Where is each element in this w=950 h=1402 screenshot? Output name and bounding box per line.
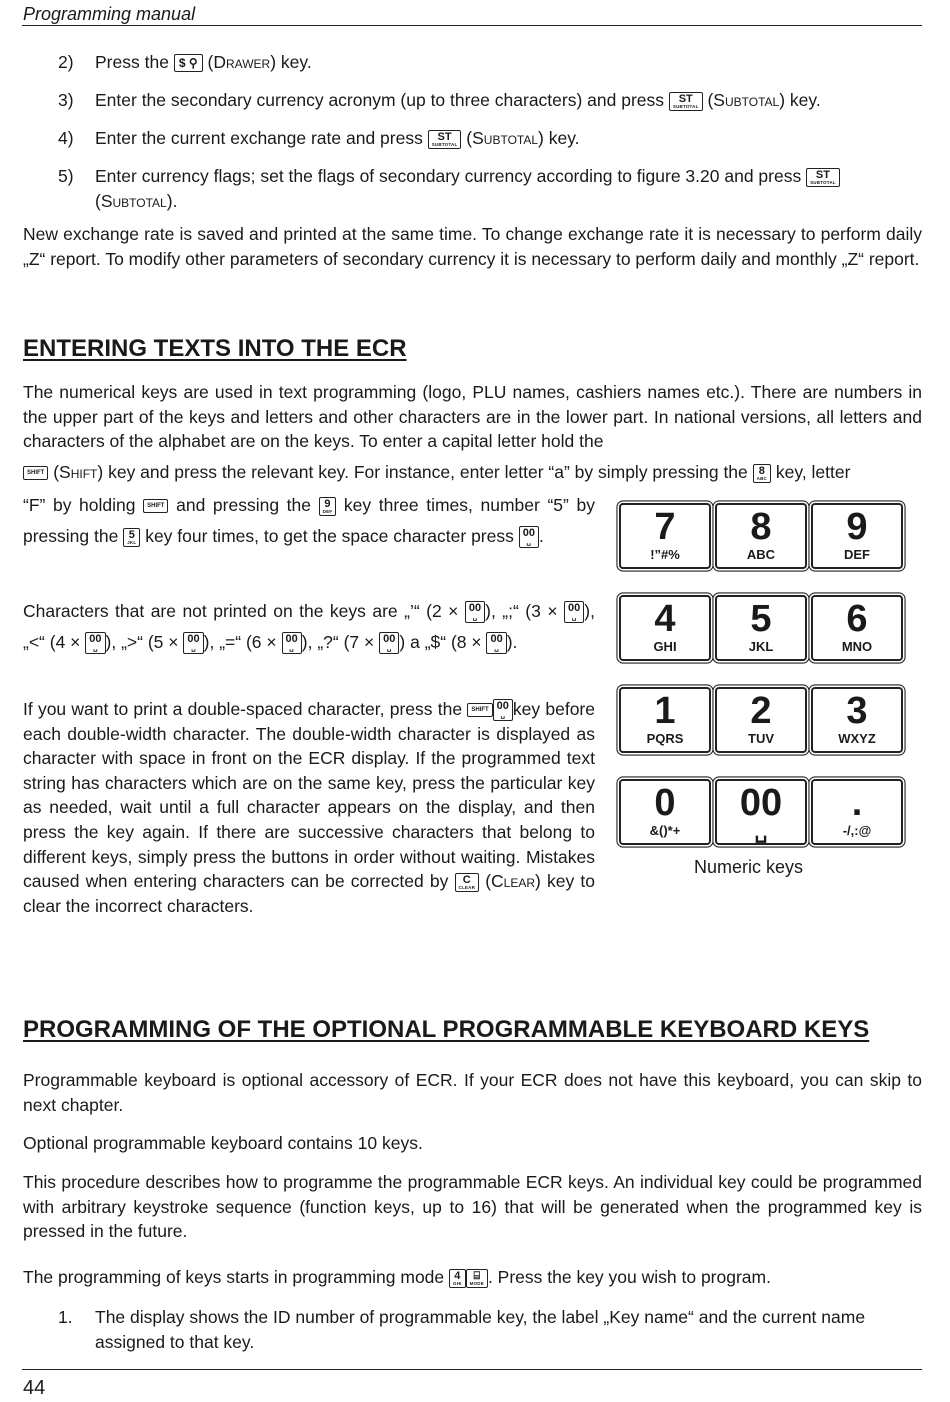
char-symbol: „>“	[121, 631, 143, 652]
key-digit: 9	[846, 506, 868, 548]
step-number: 5)	[58, 166, 74, 186]
letter-f-example: “F” by holding SHIFT and pressing the 9 DEF key three times, number “5” by pressing the 5 JKL key four times, to get the space character press 00 ␣ .	[23, 495, 595, 547]
key-bottom: ␣	[500, 712, 506, 720]
key-letters: !”#%	[650, 547, 680, 562]
char-symbol: „’“	[404, 601, 420, 621]
key-00	[183, 632, 203, 654]
key-digit: 7	[654, 506, 676, 548]
key-letters: TUV	[748, 731, 774, 746]
key-top: SHIFT	[27, 470, 45, 477]
programmable-keyboard-p2: Optional programmable keyboard contains 10 keys.	[23, 1133, 423, 1153]
key-name: Subtotal	[100, 191, 167, 211]
shift-key	[143, 499, 168, 513]
key-digit: 0	[654, 782, 676, 824]
step-4: 4) Enter the current exchange rate and press ST SUBTOTAL (Subtotal) key.	[58, 126, 922, 151]
header-rule	[22, 25, 922, 26]
key-digit: .	[851, 782, 863, 824]
key-bottom: MODE	[469, 1280, 484, 1286]
numeric-key-8	[715, 503, 807, 569]
key-00	[379, 632, 399, 654]
key-top: 9	[324, 497, 331, 510]
clear-key	[455, 873, 480, 893]
programmable-keyboard-p4	[23, 1265, 922, 1290]
shift-line: SHIFT (Shift) key and press the relevant key. For instance, enter letter “a” by simply pressing the 8 ABC key, letter	[23, 459, 922, 485]
key-digit: 4	[654, 598, 676, 640]
key-00	[282, 632, 302, 654]
key-digit: 5	[750, 598, 772, 640]
key-letters: MNO	[841, 639, 873, 654]
section-title: PROGRAMMING OF THE OPTIONAL PROGRAMMABLE KEYBOARD KEYS	[23, 1016, 870, 1043]
key-top: 00	[187, 632, 200, 645]
key-name: Clear	[491, 871, 536, 892]
key-letters: DEF	[844, 547, 870, 562]
footer-rule	[22, 1369, 922, 1370]
key-bottom: ␣	[93, 644, 98, 652]
shift-text: ) key and press the relevant key. For instance, enter letter “a” by simply pressing the	[97, 462, 748, 482]
key-bottom: ␣	[571, 614, 577, 622]
key-00	[465, 601, 485, 623]
key-name: Shift	[59, 462, 98, 482]
step-number: 3)	[58, 90, 74, 110]
numeric-key-9	[811, 503, 903, 569]
numeric-key-3	[811, 687, 903, 753]
key-bottom: ␣	[526, 539, 532, 547]
key-digit: 1	[654, 690, 676, 732]
key-bottom: JKL	[127, 539, 137, 545]
subtotal-key	[806, 168, 840, 188]
key-00	[564, 601, 584, 623]
numeric-keys-figure	[616, 500, 906, 845]
key-top: C	[462, 873, 471, 886]
key-top: ST	[678, 92, 693, 105]
step-text: Enter the current exchange rate and press	[95, 128, 423, 148]
key-name: Subtotal	[472, 128, 539, 148]
figure-caption: Numeric keys	[694, 857, 804, 877]
text: press	[471, 526, 514, 546]
key-top: 00	[89, 632, 102, 645]
subtotal-key	[428, 130, 462, 150]
key-digit: 00	[739, 782, 783, 824]
key-bottom: ␣	[472, 614, 478, 622]
text: Characters that are not printed on the keys are	[23, 601, 398, 621]
numeric-key-1	[619, 687, 711, 753]
key-bottom: SUBTOTAL	[431, 141, 458, 147]
shift-text-end: key, letter	[775, 462, 851, 482]
key-00	[85, 632, 105, 654]
key-bottom: ␣	[494, 644, 499, 652]
key-digit: 8	[750, 506, 772, 548]
key-00	[519, 526, 539, 548]
key-name: Drawer	[213, 52, 271, 72]
text: and pressing the	[176, 495, 312, 515]
key-bottom: SUBTOTAL	[672, 103, 699, 109]
step-number: 1.	[58, 1307, 73, 1327]
programmable-step-1	[58, 1305, 922, 1355]
key-top: 00	[285, 632, 298, 645]
section-heading-programmable-keys	[23, 1016, 869, 1044]
key-top: 00	[468, 602, 482, 615]
numeric-key-7	[619, 503, 711, 569]
step-2: 2) Press the $ ⚲ (Drawer) key.	[58, 50, 922, 75]
space-symbol: ␣	[754, 821, 768, 843]
hidden-characters-paragraph: Characters that are not printed on the keys are „’“ (2 × 00 ␣ ), „;“ (3 × 00 ␣ ), „<“ (4 × 00 ␣ ), „>“ (5 × 00 ␣ ), „=“ (6 × 00 ␣ ), „?“ (7 × 00 ␣ ) a „$“ (8 × 00 ␣ ).	[23, 601, 595, 652]
key-8	[753, 464, 771, 484]
key-bottom: ␣	[386, 644, 392, 652]
text: If you want to print a double-spaced character, press the	[23, 699, 463, 719]
numeric-key-0	[619, 779, 711, 845]
step-5: 5) Enter currency flags; set the flags of secondary currency according to figure 3.20 and press ST SUBTOTAL (Subtotal).	[58, 164, 922, 214]
intro-text: The numerical keys are used in text programming (logo, PLU names, cashiers names etc.). There are numbers in the upper part of the keys and letters and other characters are in the lower part. In national versions, all letters and characters of the alphabet are on the keys. To enter a capital letter hold the	[23, 382, 922, 452]
subtotal-key	[669, 92, 703, 112]
key-top: 4	[454, 1269, 461, 1282]
key-top: 00	[490, 632, 503, 645]
text: before each double-width character. The double-width character is displayed as character with space in front on the ECR display. If the programmed text string has characters which are on the same key, press the particular key as needed, wait until a full character appears on the display, and then press the key again. If there are successive characters that belong to different keys, simply press the buttons in order without waiting. Mistakes caused when entering characters can be corrected by	[23, 699, 595, 892]
key-bottom: GHI	[453, 1280, 462, 1286]
key-top: SHIFT	[471, 707, 489, 714]
key-letters: ABC	[746, 547, 776, 562]
text: ) key to clear the incorrect characters.	[23, 871, 595, 916]
key-letters: -/,:@	[842, 823, 872, 838]
numeric-key-4	[619, 595, 711, 661]
key-digit: 6	[846, 598, 868, 640]
numeric-key-5	[715, 595, 807, 661]
step-number: 4)	[58, 128, 74, 148]
page-number: 44	[23, 1377, 46, 1399]
numeric-key-00	[715, 779, 807, 845]
step-3: 3) Enter the secondary currency acronym (up to three characters) and press ST SUBTOTAL (Subtotal) key.	[58, 88, 922, 113]
key-digit: 2	[750, 690, 772, 732]
char-symbol: „=“	[219, 631, 242, 652]
key-9	[319, 497, 337, 517]
key-00	[486, 632, 506, 654]
key-bottom: DEF	[322, 508, 333, 514]
key-letters: PQRS	[646, 731, 684, 746]
drawer-key	[174, 54, 203, 72]
key-bottom: ABC	[756, 475, 768, 481]
key-digit: 3	[846, 690, 868, 732]
step-number: 2)	[58, 52, 74, 72]
text: key three times, number	[343, 495, 540, 515]
key-letters: JKL	[748, 639, 774, 654]
double-width-paragraph: If you want to print a double-spaced character, press the SHIFT 00 ␣ key before each double-width character. The double-width character is displayed as character with space in front on the ECR display. If the programmed text string has characters which are on the same key, press the particular key as needed, wait until a full character appears on the display, and then press the key again. If there are successive characters that belong to different keys, simply press the buttons in order without waiting. Mistakes caused when entering characters can be corrected by C CLEAR (Clear) key to clear the incorrect characters.	[23, 699, 595, 916]
key-top: ST	[437, 130, 452, 143]
key-bottom: CLEAR	[458, 884, 476, 890]
key-bottom: ␣	[289, 644, 294, 652]
drawer-icon: ⚲	[188, 56, 198, 71]
key-top: 00	[522, 527, 535, 540]
key-letters: WXYZ	[838, 731, 876, 746]
key-00	[493, 699, 513, 721]
shift-key	[467, 703, 492, 717]
key-top: 00	[568, 602, 581, 615]
step-text: Press the	[95, 52, 169, 72]
key-name: Subtotal	[713, 90, 780, 110]
drawer-key-label: $	[178, 56, 186, 71]
section-title: ENTERING TEXTS INTO THE ECR	[23, 335, 407, 362]
numeric-key-dot	[811, 779, 903, 845]
numeric-key-2	[715, 687, 807, 753]
exchange-note: New exchange rate is saved and printed at the same time. To change exchange rate it is necessary to perform daily „Z“ report. To modify other parameters of secondary currency it is necessary to perform daily and monthly „Z“ report.	[23, 224, 922, 269]
key-top: SHIFT	[147, 503, 165, 510]
key-letters: &()*+	[649, 823, 681, 838]
programmable-keyboard-p3: This procedure describes how to programme the programmable ECR keys. An individual key could be programmed with arbitrary keystroke sequence (function keys, up to 16) that will be generated when the programmed key is pressed in the future.	[23, 1172, 922, 1241]
numeric-key-6	[811, 595, 903, 661]
running-header: Programming manual	[23, 4, 196, 24]
key-top: 00	[383, 632, 396, 645]
key-letters: GHI	[653, 639, 677, 654]
shift-key	[23, 466, 48, 480]
key-4	[449, 1269, 466, 1289]
step-text: Enter the secondary currency acronym (up to three characters) and press	[95, 90, 665, 110]
key-5	[123, 528, 140, 548]
text: “5” by pressing the	[23, 495, 595, 546]
programmable-keyboard-p1: Programmable keyboard is optional accessory of ECR. If your ECR does not have this keyboard, you can skip to next chapter.	[23, 1070, 922, 1115]
char-symbol: „?“	[317, 631, 339, 652]
text: key four times, to get the space character	[145, 526, 467, 546]
text: “F” by holding	[23, 495, 136, 515]
key-top: 00	[496, 700, 509, 713]
char-symbol: „;“	[502, 601, 519, 621]
key-bottom: SUBTOTAL	[810, 179, 836, 185]
mode-icon: ⌸	[473, 1269, 481, 1282]
mode-key	[466, 1269, 488, 1289]
step-text: The display shows the ID number of programmable key, the label „Key name“ and the current name assigned to that key.	[95, 1307, 866, 1352]
key-top: ST	[815, 168, 830, 181]
char-symbol: „<“	[23, 631, 45, 652]
section-heading-entering-texts	[23, 335, 407, 363]
text: . Press the key you wish to program.	[487, 1267, 771, 1287]
text: The programming of keys starts in programming mode	[23, 1267, 445, 1287]
key-top: 8	[758, 464, 765, 477]
char-symbol: „$“	[424, 631, 447, 652]
step-text: Enter currency flags; set the flags of secondary currency according to figure 3.20 and press	[95, 166, 802, 186]
entering-texts-intro	[23, 380, 922, 454]
key-bottom: ␣	[191, 644, 196, 652]
key-top: 5	[128, 528, 135, 541]
